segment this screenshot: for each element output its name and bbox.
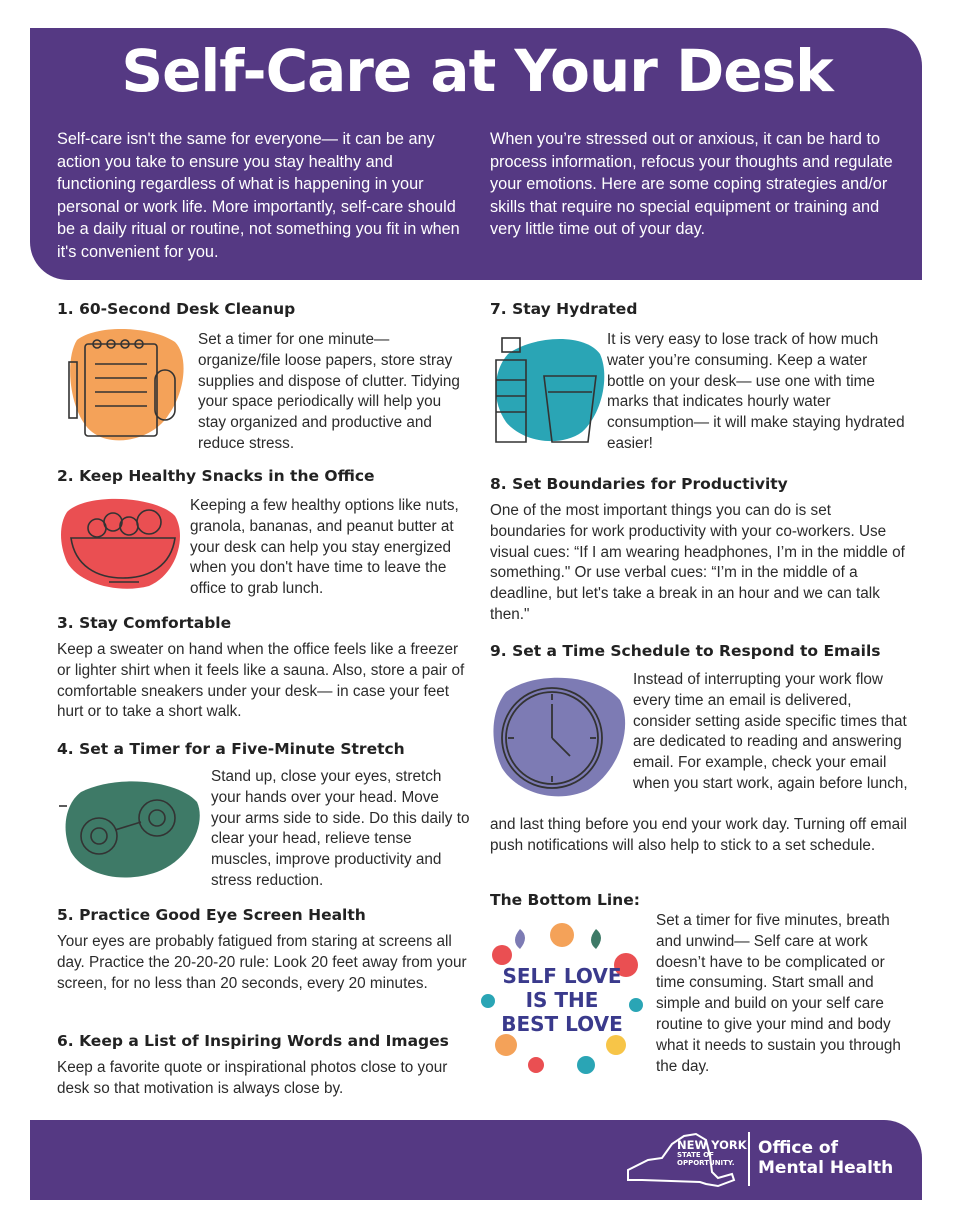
section-body-stay-hydrated: It is very easy to lose track of how much water you’re consuming. Keep a water bottle on your desk— use one with time marks that indicates hourly water consumption— it will make staying hydrated easier! bbox=[607, 331, 905, 452]
section-body-stay-comfortable: Keep a sweater on hand when the office feels like a freezer or lighter shirt when it feels like a sauna. Also, store a pair of comfortable sneakers under your desk— in case your feet hurt or to take a short walk. bbox=[57, 641, 465, 721]
section-body-eye-health: Your eyes are probably fatigued from staring at screens all day. Practice the 20-20-20 rule: Look 20 feet away from your screen, for no less than 20 seconds, every 20 minutes. bbox=[57, 933, 467, 992]
section-body-email-schedule-top: Instead of interrupting your work flow every time an email is delivered, consider setting aside specific times that are dedicated to reading and answering email. For example, check your email when you start work, again before lunch, bbox=[633, 671, 908, 792]
section-title-healthy-snacks: 2. Keep Healthy Snacks in the Office bbox=[57, 467, 375, 485]
omh-line-1: Office of bbox=[758, 1138, 839, 1158]
ny-line-1: NEW YORK bbox=[677, 1138, 747, 1152]
section-body-email-schedule-bottom: and last thing before you end your work day. Turning off email push notifications will also help to stick to a set schedule. bbox=[490, 816, 907, 854]
page-title: Self-Care at Your Desk bbox=[121, 37, 833, 105]
section-title-boundaries: 8. Set Boundaries for Productivity bbox=[490, 475, 788, 493]
notepad-icon bbox=[57, 322, 192, 450]
self-love-badge-icon bbox=[476, 915, 646, 1075]
badge-line-2: IS THE bbox=[525, 988, 599, 1012]
section-body-healthy-snacks: Keeping a few healthy options like nuts, granola, bananas, and peanut butter at your desk can help you stay energized when you don't have time to leave the office to grab lunch. bbox=[190, 497, 459, 598]
ny-state-wordmark bbox=[677, 1140, 747, 1167]
section-body-stretch: Stand up, close your eyes, stretch your hands over your head. Move your arms side to side. Do this daily to clear your head, relieve tense muscles, improve productivity and stress reduction. bbox=[211, 768, 470, 889]
section-title-stretch: 4. Set a Timer for a Five-Minute Stretch bbox=[57, 740, 405, 758]
section-body-inspiring-words: Keep a favorite quote or inspirational photos close to your desk so that motivation is always close by. bbox=[57, 1059, 448, 1097]
section-title-email-schedule: 9. Set a Time Schedule to Respond to Emails bbox=[490, 642, 881, 660]
section-body-bottom-line: Set a timer for five minutes, breath and unwind— Self care at work doesn’t have to be complicated or time consuming. Start small and simple and build on your self care routine to give your mind and body what it needs to sustain you through the day. bbox=[656, 912, 901, 1075]
ny-line-3: OPPORTUNITY. bbox=[677, 1159, 735, 1167]
office-of-mental-health-wordmark bbox=[758, 1138, 893, 1178]
section-title-desk-cleanup: 1. 60-Second Desk Cleanup bbox=[57, 300, 296, 318]
snack-bowl-icon bbox=[57, 492, 187, 592]
section-title-eye-health: 5. Practice Good Eye Screen Health bbox=[57, 906, 366, 924]
section-title-inspiring-words: 6. Keep a List of Inspiring Words and Images bbox=[57, 1032, 449, 1050]
badge-line-3: BEST LOVE bbox=[501, 1012, 623, 1036]
clock-icon bbox=[488, 672, 630, 802]
section-title-stay-hydrated: 7. Stay Hydrated bbox=[490, 300, 638, 318]
dumbbell-icon bbox=[57, 776, 207, 886]
footer-divider bbox=[748, 1132, 750, 1186]
intro-right: When you’re stressed out or anxious, it can be hard to process information, refocus your thoughts and regulate your emotions. Here are some coping strategies and/or skills that require no special equipment or training and very little time out of your day. bbox=[490, 130, 893, 238]
water-bottle-icon bbox=[488, 330, 608, 448]
section-body-desk-cleanup: Set a timer for one minute— organize/file loose papers, store stray supplies and dispose of clutter. Tidying your space periodically will help you stay organized and productive and reduce stress. bbox=[198, 331, 460, 452]
section-title-bottom-line: The Bottom Line: bbox=[490, 891, 640, 909]
section-body-boundaries: One of the most important things you can do is set boundaries for work productivity with your co-workers. Use visual cues: “If I am wearing headphones, I’m in the middle of something." Or use verbal cues: “I’m in the middle of a deadline, but let's take a break in an hour and we can talk then." bbox=[490, 502, 905, 623]
ny-line-2: STATE OF bbox=[677, 1151, 714, 1159]
section-title-stay-comfortable: 3. Stay Comfortable bbox=[57, 614, 232, 632]
omh-line-2: Mental Health bbox=[758, 1158, 894, 1178]
intro-left: Self-care isn't the same for everyone— it can be any action you take to ensure you stay healthy and functioning regardless of what is happening in your personal or work life. More importantly, self-care should be a daily ritual or routine, not something you fit in when it's convenient for you. bbox=[57, 130, 460, 261]
badge-line-1: SELF LOVE bbox=[502, 964, 622, 988]
